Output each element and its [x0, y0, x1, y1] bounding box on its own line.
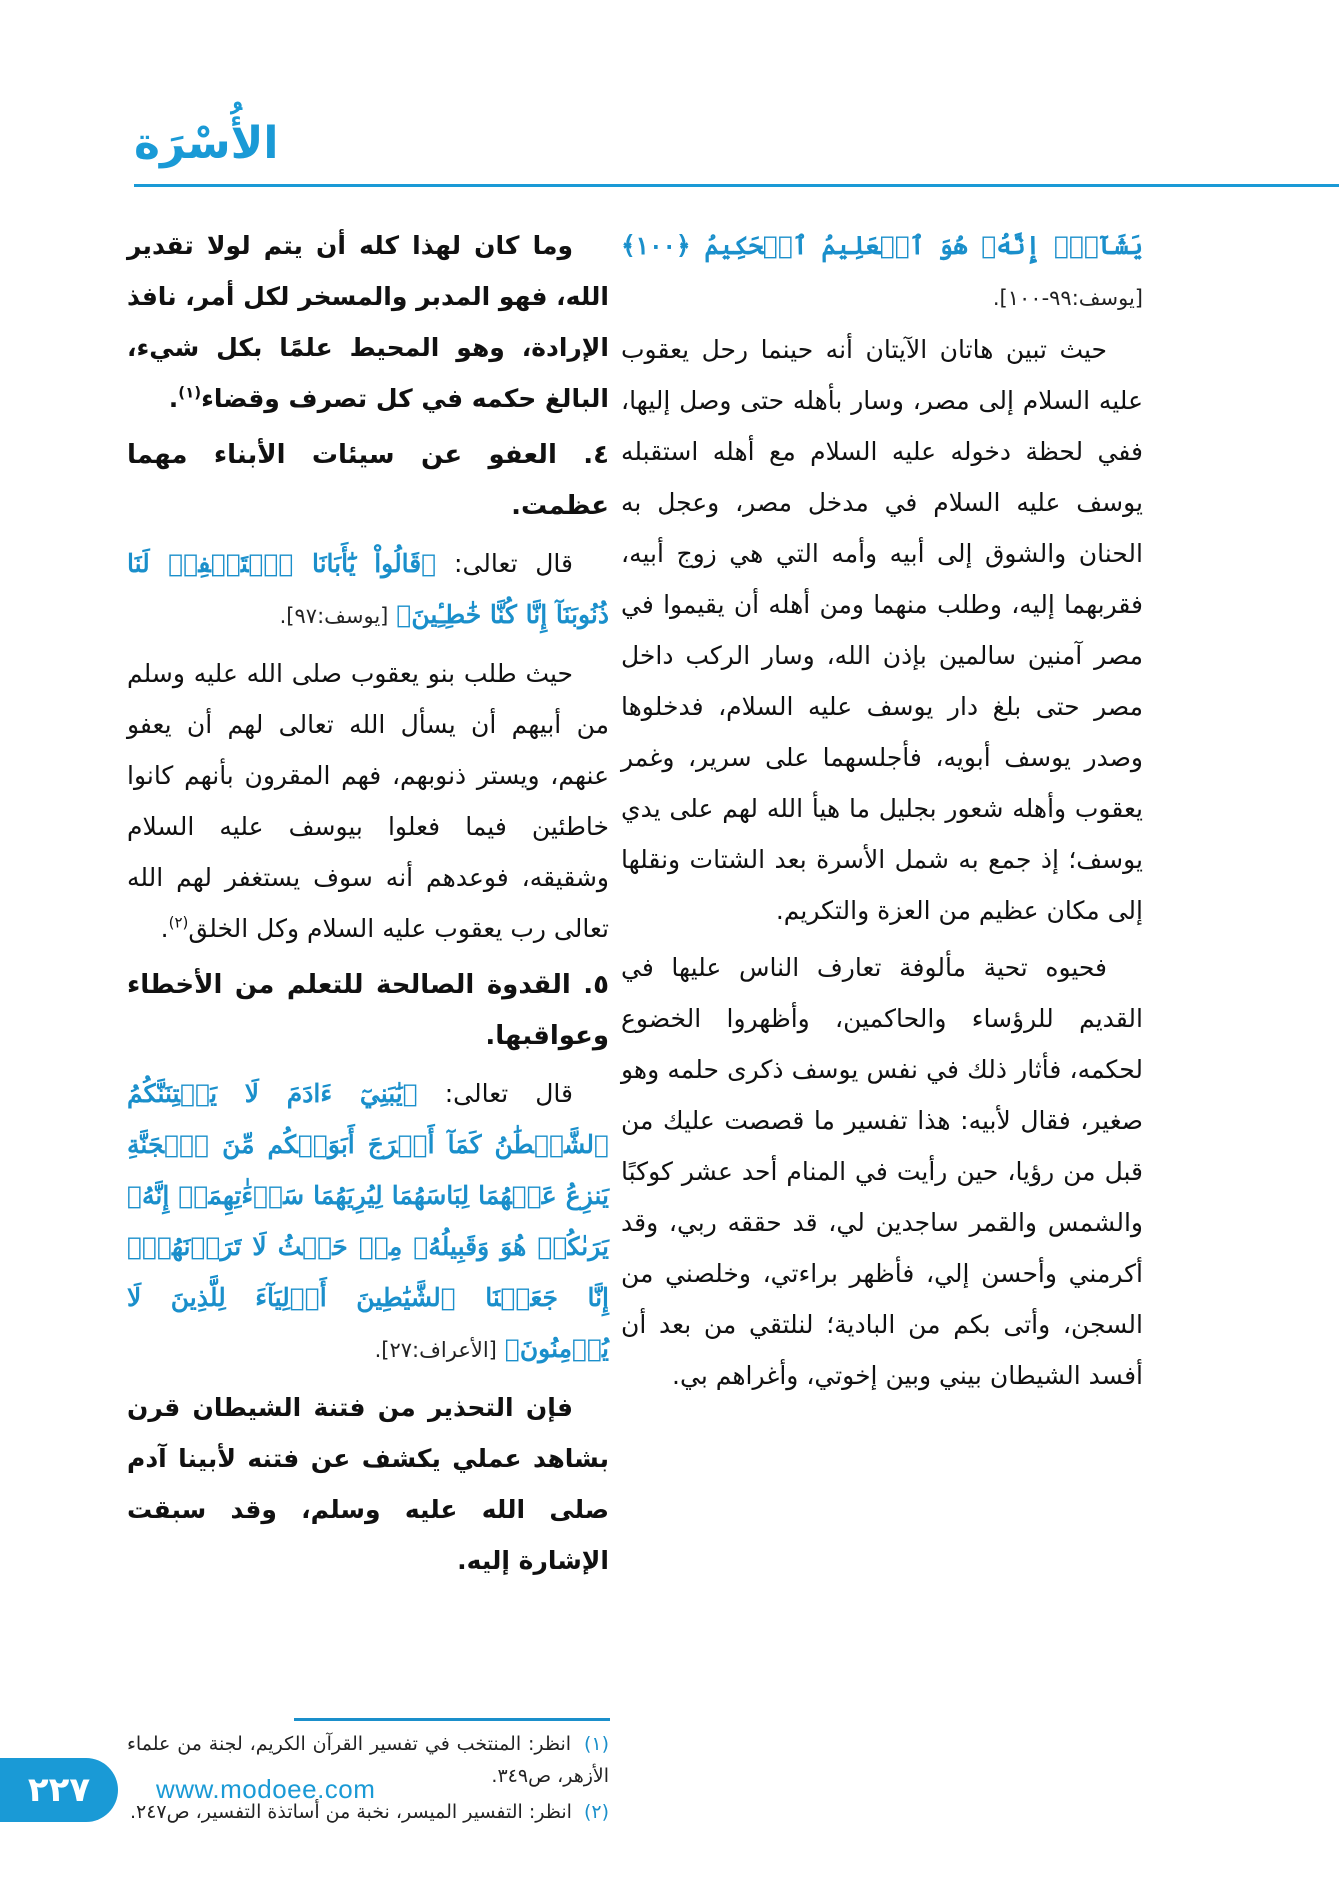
footnote-number: (٢) — [583, 1801, 609, 1823]
right-column — [621, 220, 1143, 1401]
quran-verse-text: ﴿قَالُواْ يَٰٓأَبَانَا ٱسۡتَغۡفِرۡ لَنَا ذُنُوبَنَآ إِنَّا كُنَّا خَٰطِـِٔينَ﴾ — [127, 549, 609, 629]
paragraph — [127, 220, 609, 424]
footnote-divider — [294, 1718, 610, 1721]
footnote-marker[interactable]: (١) — [178, 383, 202, 402]
page-header-title: الأُسْرَة — [134, 118, 279, 169]
paragraph: فحيوه تحية مألوفة تعارف الناس عليها في القديم للرؤساء والحاكمين، وأظهروا الخضوع لحكمه، فأثار ذلك في نفس يوسف ذكرى حلمه وهو صغير، فقال لأبيه: هذا تفسير ما قصصت عليك من قبل من رؤيا، حين رأيت في المنام أحد عشر كوكبًا والشمس والقمر ساجدين لي، قد حققه ربي، وقد أكرمني وأحسن إلي، فأظهر براءتي، وخلصني من السجن، وأتى بكم من البادية؛ لنلتقي من بعد أن أفسد الشيطان بيني وبين إخوتي، وأغراهم بي. — [621, 953, 1143, 1390]
page-number: ٢٢٧ — [27, 1770, 91, 1810]
footnote-marker[interactable]: (٢) — [168, 913, 189, 932]
website-link[interactable]: www.modoee.com — [156, 1774, 376, 1804]
quran-continuation — [621, 220, 1143, 324]
verse-reference: [يوسف:٩٩-١٠٠]. — [992, 286, 1143, 310]
header-divider — [134, 184, 1339, 187]
section-heading: ٤. العفو عن سيئات الأبناء مهما عظمت. — [127, 440, 609, 521]
footnote-text: انظر: التفسير الميسر، نخبة من أساتذة التفسير، ص٢٤٧. — [129, 1801, 572, 1823]
paragraph-text: وما كان لهذا كله أن يتم لولا تقدير الله، فهو المدبر والمسخر لكل أمر، نافذ الإرادة، وهو المحيط علمًا بكل شيء، البالغ حكمه في كل تصرف وقضاء — [127, 231, 609, 413]
footnote-text: انظر: المنتخب في تفسير القرآن الكريم، لجنة من علماء الأزهر، ص٣٤٩. — [127, 1733, 609, 1787]
footnote-number: (١) — [583, 1733, 609, 1755]
paragraph-end: . — [160, 914, 169, 943]
verse-block — [127, 1068, 609, 1376]
page-number-tab — [0, 1758, 118, 1822]
quran-verse-text: ﴿يَٰبَنِيٓ ءَادَمَ لَا يَفۡتِنَنَّكُمُ ٱلشَّيۡطَٰنُ كَمَآ أَخۡرَجَ أَبَوَيۡكُم مِّنَ ٱلۡجَنَّةِ يَنزِعُ عَنۡهُمَا لِبَاسَهُمَا لِيُرِيَهُمَا سَوۡءَٰتِهِمَآۚ إِنَّهُۥ يَرَىٰكُمۡ هُوَ وَقَبِيلُهُۥ مِنۡ حَيۡثُ لَا تَرَوۡنَهُمۡۗ إِنَّا جَعَلۡنَا ٱلشَّيَٰطِينَ أَوۡلِيَآءَ لِلَّذِينَ لَا يُؤۡمِنُونَ﴾ — [127, 1079, 609, 1363]
verse-block — [127, 538, 609, 642]
paragraph: فإن التحذير من فتنة الشيطان قرن بشاهد عملي يكشف عن فتنه لأبينا آدم صلى الله عليه وسلم، وقد سبقت الإشارة إليه. — [127, 1393, 609, 1575]
verse-intro: قال تعالى: — [454, 549, 574, 578]
section-heading: ٥. القدوة الصالحة للتعلم من الأخطاء وعواقبها. — [127, 970, 609, 1051]
verse-reference: [الأعراف:٢٧]. — [374, 1338, 497, 1362]
paragraph-text: حيث طلب بنو يعقوب صلى الله عليه وسلم من أبيهم أن يسأل الله تعالى لهم أن يعفو عنهم، ويستر ذنوبهم، فهم المقرون بأنهم كانوا خاطئين فيما فعلوا بيوسف عليه السلام وشقيقه، فوعدهم أنه سوف يستغفر لهم الله تعالى رب يعقوب عليه السلام وكل الخلق — [127, 659, 609, 943]
left-column — [127, 220, 609, 1586]
paragraph — [127, 648, 609, 954]
paragraph-end: . — [168, 384, 179, 413]
paragraph: حيث تبين هاتان الآيتان أنه حينما رحل يعقوب عليه السلام إلى مصر، وسار بأهله حتى وصل إليها، ففي لحظة دخوله عليه السلام مع أهله استقبله يوسف عليه السلام في مدخل مصر، وعجل به الحنان والشوق إلى أبيه وأمه التي هي زوج أبيه، فقربهما إليه، وطلب منهما ومن أهله أن يقيموا في مصر آمنين سالمين بإذن الله، وسار الركب داخل مصر حتى بلغ دار يوسف عليه السلام، فدخلوها وصدر يوسف أبويه، فأجلسهما على سرير، وغمر يعقوب وأهله شعور بجليل ما هيأ الله لهم على يدي يوسف؛ إذ جمع به شمل الأسرة بعد الشتات ونقلها إلى مكان عظيم من العزة والتكريم. — [621, 335, 1143, 925]
quran-verse-text: يَشَآءُۚ إِنَّهُۥ هُوَ ٱلۡعَلِيمُ ٱلۡحَكِيمُ ﴿١٠٠﴾ — [621, 231, 1143, 260]
verse-reference: [يوسف:٩٧]. — [279, 604, 389, 628]
verse-intro: قال تعالى: — [444, 1079, 573, 1108]
